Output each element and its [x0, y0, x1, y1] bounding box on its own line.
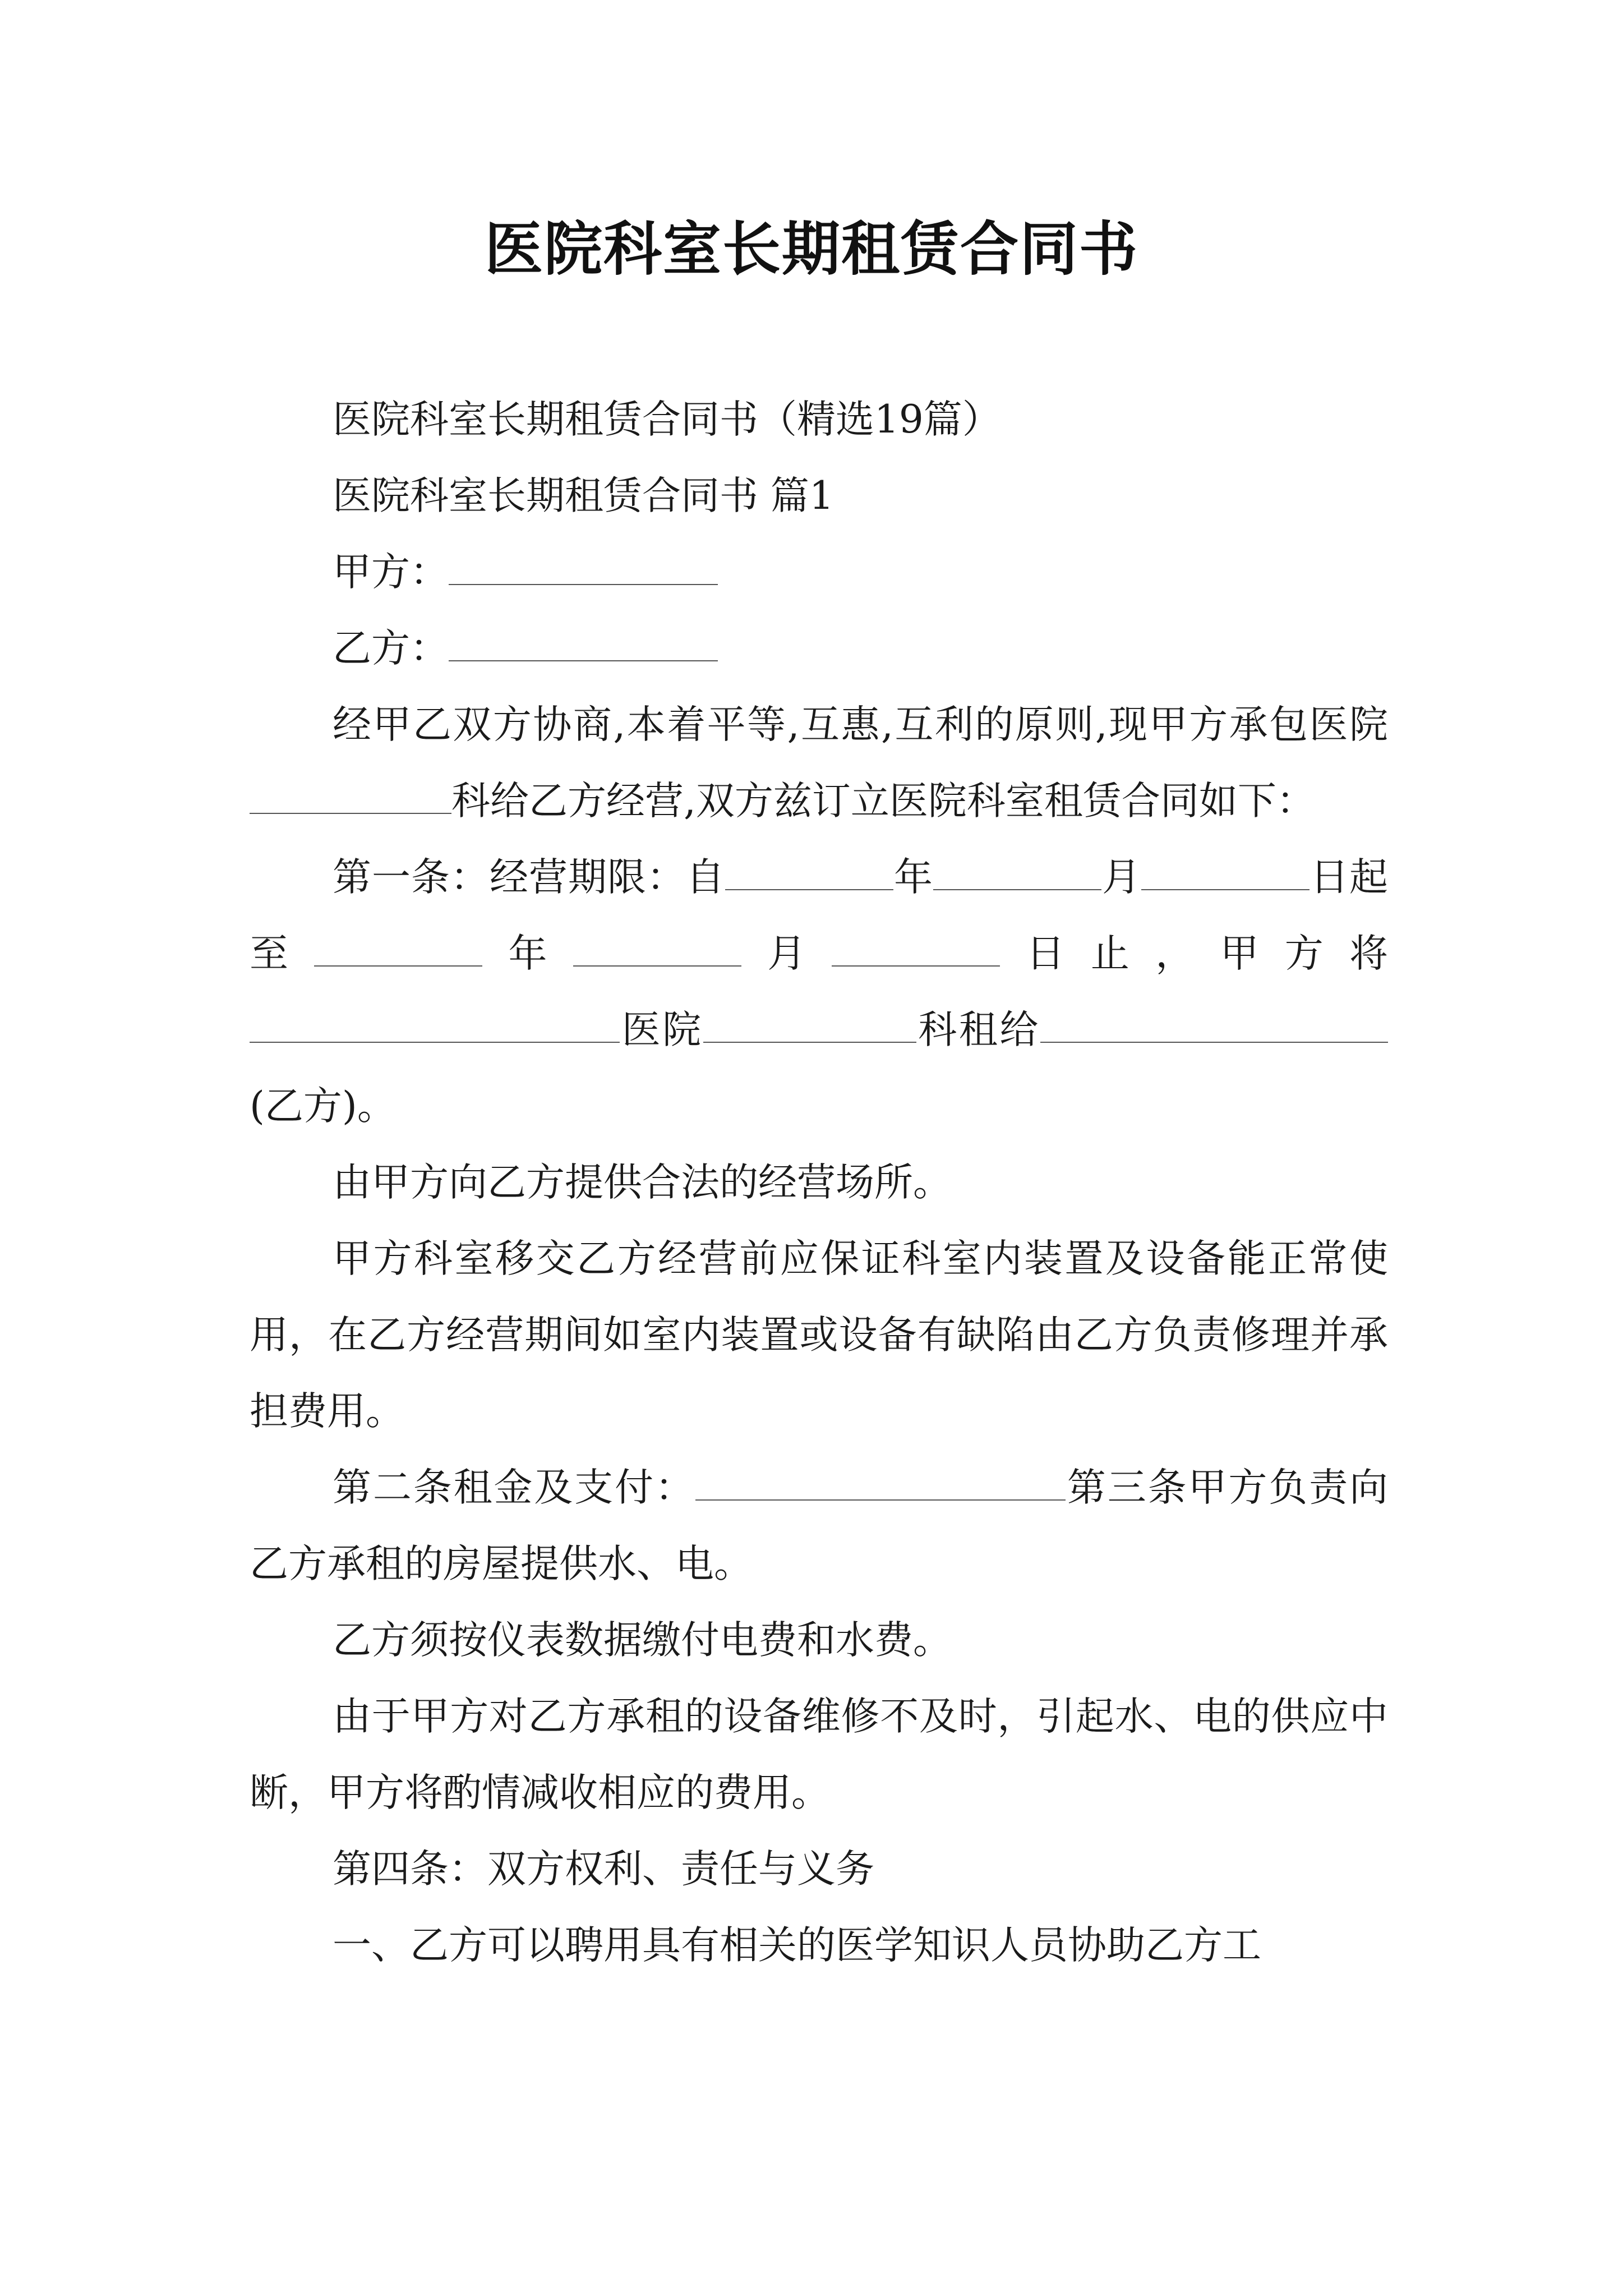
- item-1-paragraph: 一、乙方可以聘用具有相关的医学知识人员协助乙方工: [333, 1923, 1261, 1968]
- art1-hospital-text: 医院: [620, 1007, 703, 1052]
- handover-paragraph: 甲方科室移交乙方经营前应保证科室内装置及设备能正常使用，在乙方经营期间如室内装置或设备有缺陷由乙方负责修理并承担费用。: [250, 1236, 1388, 1434]
- art1-day-from-text: 日起至: [250, 855, 1388, 976]
- art1-day-to-text: 日止，甲方将: [1000, 931, 1389, 976]
- rent-blank: [695, 1465, 1066, 1501]
- art2-label: 第二条租金及支付：: [333, 1465, 695, 1510]
- intro-text-2: 科给乙方经营,双方兹订立医院科室租赁合同如下：: [451, 779, 1315, 823]
- intro-text-1: 经甲乙双方协商,本着平等,互惠,互利的原则,现甲方承包医院: [333, 702, 1388, 747]
- art3-text: 第三条甲方负责向乙方承租的房屋提供水、电。: [250, 1465, 1389, 1586]
- party-a-line: [250, 534, 1388, 610]
- art1-year-text: 年: [893, 855, 933, 900]
- intro-paragraph: [250, 687, 1388, 839]
- section-heading: 医院科室长期租赁合同书 篇1: [333, 473, 834, 518]
- document-body: [250, 381, 1388, 1984]
- department-blank: [250, 778, 451, 814]
- party-b-label: 乙方：: [333, 626, 449, 671]
- art1-year2-text: 年: [482, 931, 573, 976]
- party-b-line: [250, 610, 1388, 687]
- end-month-blank: [573, 931, 741, 967]
- article-4-heading: 第四条：双方权利、责任与义务: [333, 1847, 874, 1892]
- party-a-blank: [449, 549, 718, 585]
- start-month-blank: [933, 854, 1101, 890]
- subtitle-line: 医院科室长期租赁合同书（精选19篇）: [333, 397, 1001, 442]
- party-a-name-blank: [250, 1007, 620, 1043]
- start-day-blank: [1141, 854, 1310, 890]
- article-1-paragraph: [250, 839, 1388, 1144]
- art1-party-b-text: (乙方)。: [250, 1084, 396, 1129]
- interrupt-paragraph: 由于甲方对乙方承租的设备维修不及时，引起水、电的供应中断，甲方将酌情减收相应的费用。: [250, 1694, 1388, 1815]
- art1-month-text: 月: [1101, 855, 1141, 900]
- start-year-blank: [725, 854, 893, 890]
- party-b-blank: [449, 625, 718, 661]
- document-title: 医院科室长期租赁合同书: [484, 214, 1138, 283]
- article-2-paragraph: [250, 1450, 1388, 1602]
- end-day-blank: [832, 931, 1000, 967]
- art1-month2-text: 月: [741, 931, 832, 976]
- utilities-paragraph: 乙方须按仪表数据缴付电费和水费。: [333, 1618, 952, 1663]
- party-b-name-blank: [1040, 1007, 1388, 1043]
- end-year-blank: [314, 931, 482, 967]
- premises-paragraph: 由甲方向乙方提供合法的经营场所。: [333, 1160, 952, 1205]
- art1-dept-rent-text: 科租给: [916, 1007, 1041, 1052]
- department-name-blank: [703, 1007, 916, 1043]
- party-a-label: 甲方：: [333, 550, 449, 595]
- art1-label: 第一条：经营期限：自: [333, 855, 725, 900]
